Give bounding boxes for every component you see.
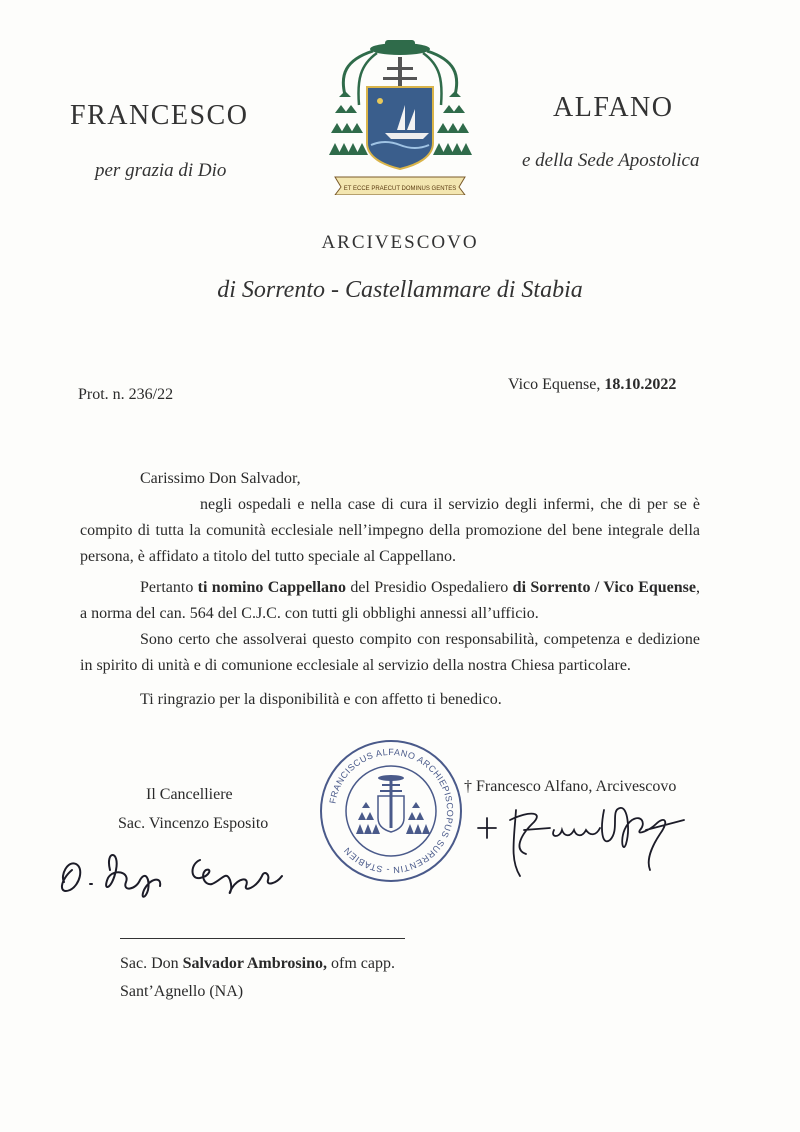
paragraph-4: Ti ringrazio per la disponibilità e con affetto ti benedico. — [140, 691, 502, 708]
recipient-name: Salvador Ambrosino, — [182, 955, 327, 972]
p2-text-c: del Presidio Ospedaliero — [345, 579, 513, 596]
paragraph-2 — [80, 575, 700, 627]
recipient-separator — [120, 938, 405, 939]
archbishop-last-name: ALFANO — [553, 92, 674, 123]
chancellor-signature — [50, 840, 310, 900]
recipient-prefix: Sac. Don — [120, 955, 183, 972]
paragraph-3: Sono certo che assolverai questo compito con responsabilità, competenza e dedizione in spirito di unità e di comunione ecclesiale al servizio della nostra Chiesa particolare. — [80, 631, 700, 674]
archbishop-first-name: FRANCESCO — [70, 100, 249, 131]
chancellor-name: Sac. Vincenzo Esposito — [118, 815, 269, 832]
p2-bold-appointment: ti nomino Cappellano — [197, 579, 346, 596]
protocol-number: Prot. n. 236/22 — [78, 386, 174, 403]
coat-of-arms-emblem — [325, 35, 475, 195]
header-left-subtitle: per grazia di Dio — [95, 160, 227, 181]
date: 18.10.2022 — [604, 376, 677, 393]
seal-text: FRANCISCUS ALFANO ARCHIEPISCOPUS SURRENTIN - STABIEN — [327, 746, 456, 876]
archbishop-signature-line: † Francesco Alfano, Arcivescovo — [464, 778, 677, 795]
salutation: Carissimo Don Salvador, — [140, 470, 301, 487]
recipient-name-line — [120, 955, 395, 973]
recipient-suffix: ofm capp. — [327, 955, 395, 972]
title-arcivescovo: ARCIVESCOVO — [321, 232, 479, 253]
date-line — [508, 376, 676, 394]
recipient-place: Sant’Agnello (NA) — [120, 983, 244, 1000]
paragraph-1: negli ospedali e nella case di cura il servizio degli infermi, che di per se è compito di tutta la comunità ecclesiale nell’impegno della promozione del bene integrale della persona, è affidato a titolo del tutto speciale al Cappellano. — [80, 496, 700, 565]
chancellor-role: Il Cancelliere — [146, 786, 233, 803]
p2-text-e: , a norma del can. 564 del C.J.C. con tutti gli obblighi annessi all’ufficio. — [80, 579, 701, 622]
p2-text-a: Pertanto — [140, 579, 198, 596]
place: Vico Equense, — [508, 376, 601, 393]
p2-bold-place: di Sorrento / Vico Equense — [512, 579, 697, 596]
archbishop-signature — [470, 790, 690, 880]
diocese-line: di Sorrento - Castellammare di Stabia — [217, 277, 583, 303]
header-right-subtitle: e della Sede Apostolica — [522, 150, 700, 171]
archbishop-seal — [318, 738, 464, 884]
motto-ribbon-text: ET ECCE PRAECUT DOMINUS GENTES — [343, 186, 457, 192]
